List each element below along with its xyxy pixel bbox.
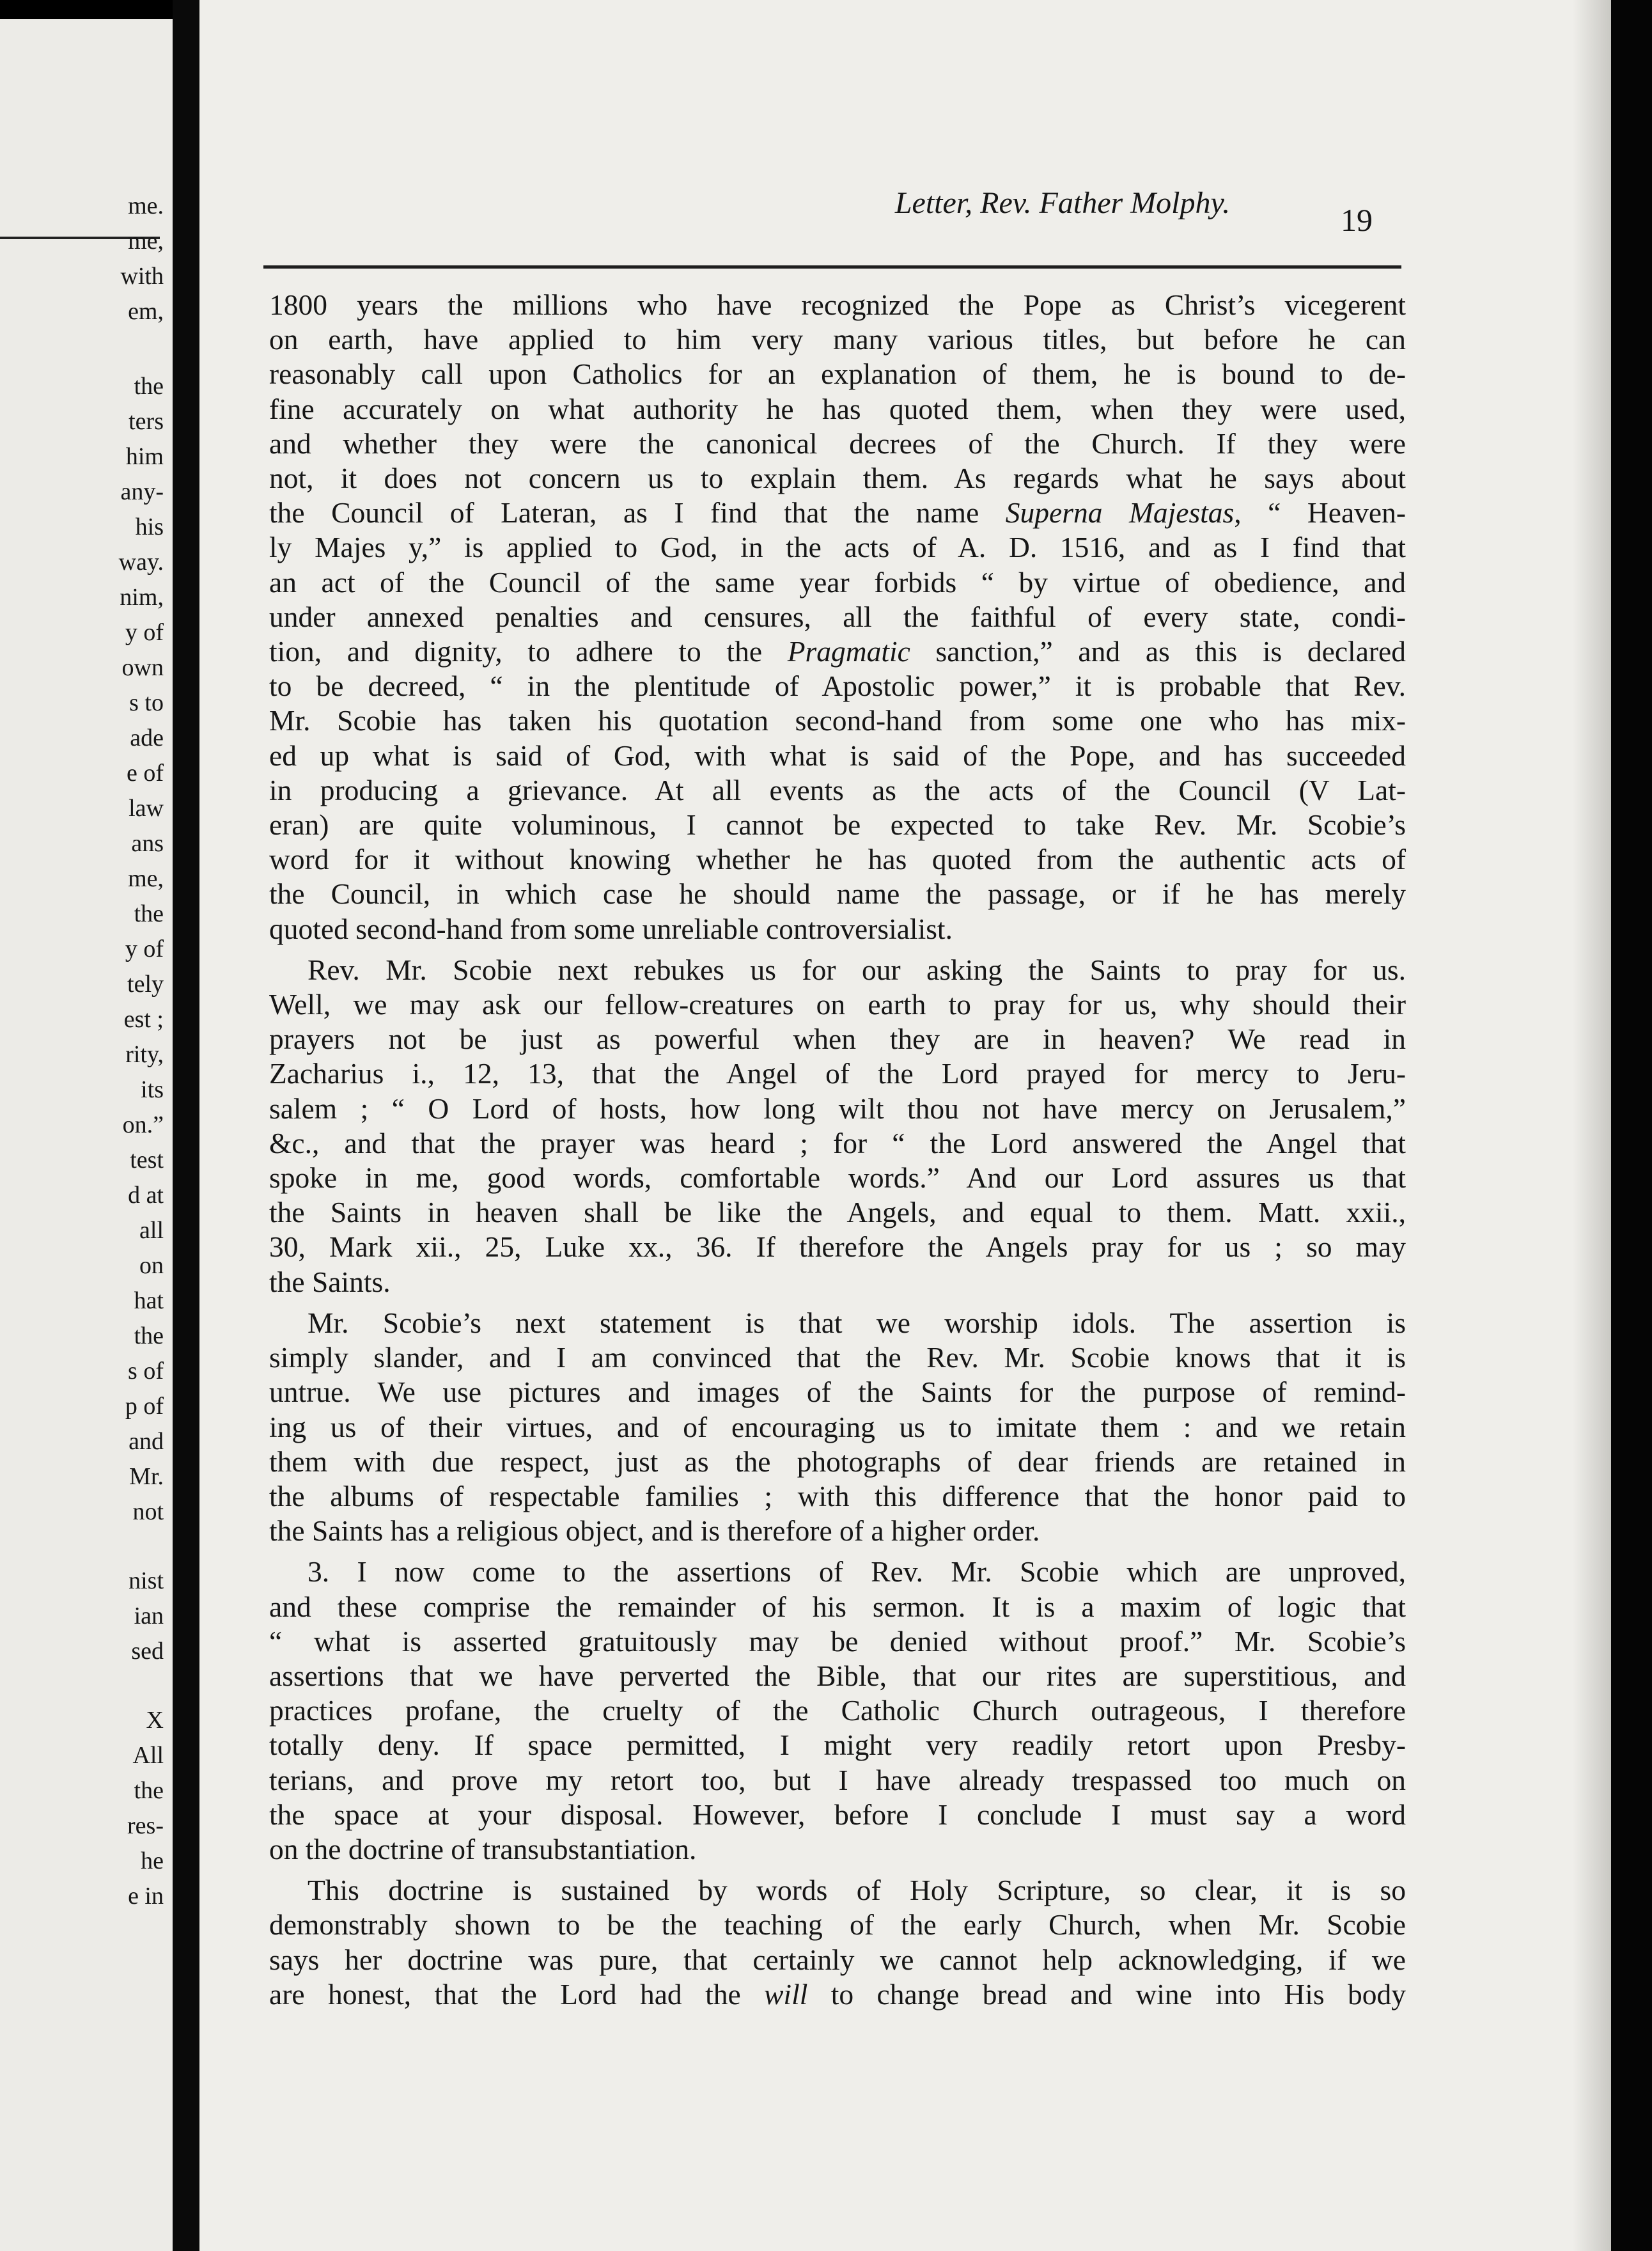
previous-page-strip (0, 19, 173, 2251)
text-line: salem ; “ O Lord of hosts, how long wilt thou not have mercy on Jerusalem,” (269, 1092, 1406, 1125)
text-line: &c., and that the prayer was heard ; for “ the Lord answered the Angel that (269, 1126, 1406, 1159)
text-line: This doctrine is sustained by words of Holy Scripture, so clear, it is so (308, 1874, 1406, 1907)
text-line: demonstrably shown to be the teaching of the early Church, when Mr. Scobie (269, 1908, 1406, 1941)
text-line: fine accurately on what authority he has quoted them, when they were used, (269, 392, 1406, 425)
text-line: and whether they were the canonical decrees of the Church. If they were (269, 427, 1406, 460)
previous-page-fragment: em, (128, 298, 164, 325)
previous-page-fragment: ans (131, 830, 164, 857)
text-line: are honest, that the Lord had the will to change bread and wine into His body (269, 1977, 1406, 2011)
previous-page-fragment: on.” (122, 1111, 164, 1138)
previous-page-fragment: his (135, 514, 164, 540)
previous-page-fragment: the (134, 1322, 164, 1349)
text-line: Zacharius i., 12, 13, that the Angel of the Lord prayed for mercy to Jeru- (269, 1057, 1406, 1090)
text-line: in producing a grievance. At all events as the acts of the Council (V Lat- (269, 773, 1406, 806)
previous-page-fragment: tely (127, 971, 164, 998)
text-line: ly Majes y,” is applied to God, in the acts of A. D. 1516, and as I find that (269, 531, 1406, 564)
text-line: Mr. Scobie’s next statement is that we worship idols. The assertion is (308, 1306, 1406, 1339)
previous-page-fragment: X (146, 1707, 164, 1734)
previous-page-fragment: p of (125, 1393, 164, 1420)
previous-page-fragment: s to (129, 689, 164, 716)
text-line: 30, Mark xii., 25, Luke xx., 36. If therefore the Angels pray for us ; so may (269, 1230, 1406, 1264)
previous-page-fragment: not (132, 1498, 164, 1525)
previous-page-fragment: own (121, 654, 164, 681)
text-line: under annexed penalties and censures, all the faithful of every state, condi- (269, 600, 1406, 633)
text-line: terians, and prove my retort too, but I have already trespassed too much on (269, 1763, 1406, 1796)
text-line: spoke in me, good words, comfortable words.” And our Lord assures us that (269, 1161, 1406, 1195)
text-line: the space at your disposal. However, before I conclude I must say a word (269, 1798, 1406, 1831)
previous-page-fragment: rity, (125, 1041, 164, 1068)
text-line: an act of the Council of the same year forbids “ by virtue of obedience, and (269, 565, 1406, 599)
previous-page-fragment: s of (128, 1358, 164, 1384)
running-head: Letter, Rev. Father Molphy. (894, 186, 1231, 220)
previous-page-fragment: Mr. (129, 1463, 164, 1490)
text-line: them with due respect, just as the photographs of dear friends are retained in (269, 1445, 1406, 1478)
previous-page-fragment: ters (129, 408, 164, 435)
text-line: word for it without knowing whether he has quoted from the authentic acts of (269, 843, 1406, 876)
previous-page-fragment: e in (128, 1883, 164, 1910)
paragraph-gap (269, 1299, 1406, 1306)
previous-page-fragment: him (125, 443, 164, 470)
previous-page-fragment: d at (128, 1182, 164, 1209)
text-line: the Saints in heaven shall be like the Angels, and equal to them. Matt. xxii., (269, 1196, 1406, 1229)
text-line: Mr. Scobie has taken his quotation second-hand from some one who has mix- (269, 704, 1406, 737)
page-number: 19 (1341, 202, 1373, 238)
text-line: the Council, in which case he should name the passage, or if he has merely (269, 877, 1406, 911)
text-line: quoted second-hand from some unreliable controversialist. (269, 912, 953, 945)
previous-page-fragment: way. (118, 549, 164, 576)
previous-page-fragment: on (139, 1252, 164, 1279)
paragraph-gap (269, 1548, 1406, 1555)
text-line: ed up what is said of God, with what is said of the Pope, and has succeeded (269, 739, 1406, 772)
text-line: the Saints. (269, 1265, 391, 1298)
previous-page-fragment: ade (130, 725, 164, 751)
previous-page-fragment: sed (131, 1638, 164, 1665)
text-line: 3. I now come to the assertions of Rev. Mr. Scobie which are unproved, (308, 1555, 1406, 1588)
text-line: simply slander, and I am convinced that the Rev. Mr. Scobie knows that it is (269, 1341, 1406, 1374)
page-edge-shadow (1573, 0, 1611, 2251)
text-line: on earth, have applied to him very many various titles, but before he can (269, 323, 1406, 356)
previous-page-fragment: test (130, 1147, 164, 1173)
previous-page-fragment: me. (128, 192, 164, 219)
text-line: practices profane, the cruelty of the Catholic Church outrageous, I therefore (269, 1694, 1406, 1727)
previous-page-fragment: e of (126, 760, 164, 787)
text-line: and these comprise the remainder of his sermon. It is a maxim of logic that (269, 1590, 1406, 1623)
previous-page-fragment: me, (128, 228, 164, 255)
previous-page-fragment: its (141, 1076, 164, 1103)
text-line: Well, we may ask our fellow-creatures on earth to pray for us, why should their (269, 988, 1406, 1021)
previous-page-fragment: he (141, 1847, 164, 1874)
previous-page-fragment: any- (120, 478, 164, 505)
current-page (199, 0, 1611, 2251)
text-line: 1800 years the millions who have recognized the Pope as Christ’s vicegerent (269, 288, 1406, 321)
previous-page-fragment: law (129, 795, 164, 822)
previous-page-fragment: all (139, 1217, 164, 1244)
previous-page-fragment: nim, (120, 584, 164, 611)
text-line: on the doctrine of transubstantiation. (269, 1832, 697, 1865)
previous-page-fragment: me, (128, 865, 164, 892)
previous-page-fragment: the (134, 373, 164, 400)
paragraph-gap (269, 1867, 1406, 1873)
previous-page-fragment: the (134, 900, 164, 927)
text-line: the Council of Lateran, as I find that the name Superna Majestas, “ Heaven- (269, 496, 1406, 529)
text-line: says her doctrine was pure, that certainly we cannot help acknowledging, if we (269, 1943, 1406, 1976)
scan-background-edge (1611, 0, 1652, 2251)
text-line: reasonably call upon Catholics for an explanation of them, he is bound to de- (269, 357, 1406, 391)
previous-page-fragment: with (120, 263, 164, 290)
previous-page-fragment: the (134, 1777, 164, 1804)
text-line: untrue. We use pictures and images of the Saints for the purpose of remind- (269, 1376, 1406, 1409)
text-line: “ what is asserted gratuitously may be denied without proof.” Mr. Scobie’s (269, 1624, 1406, 1658)
text-line: ing us of their virtues, and of encouraging us to imitate them : and we retain (269, 1410, 1406, 1443)
previous-page-fragment: y of (125, 619, 164, 646)
text-line: not, it does not concern us to explain them. As regards what he says about (269, 462, 1406, 495)
previous-page-fragment: hat (134, 1287, 164, 1314)
previous-page-fragment: est ; (123, 1006, 164, 1033)
paragraph-gap (269, 946, 1406, 953)
previous-page-fragment: and (129, 1428, 164, 1455)
previous-page-fragment: ian (134, 1603, 164, 1629)
text-line: prayers not be just as powerful when they are in heaven? We read in (269, 1023, 1406, 1056)
book-gutter (173, 0, 199, 2251)
text-line: eran) are quite voluminous, I cannot be expected to take Rev. Mr. Scobie’s (269, 808, 1406, 842)
text-line: totally deny. If space permitted, I might very readily retort upon Presby- (269, 1729, 1406, 1762)
text-line: to be decreed, “ in the plentitude of Apostolic power,” it is probable that Rev. (269, 670, 1406, 703)
header-rule (263, 265, 1401, 269)
previous-page-fragment: All (132, 1742, 164, 1769)
text-line: Rev. Mr. Scobie next rebukes us for our asking the Saints to pray for us. (308, 953, 1406, 986)
text-line: tion, and dignity, to adhere to the Pragmatic sanction,” and as this is declared (269, 635, 1406, 668)
previous-page-fragment: res- (127, 1812, 164, 1839)
text-line: assertions that we have perverted the Bible, that our rites are superstitious, and (269, 1659, 1406, 1692)
text-line: the Saints has a religious object, and is therefore of a higher order. (269, 1514, 1040, 1548)
previous-page-fragment: y of (125, 936, 164, 962)
previous-page-fragment: nist (129, 1567, 164, 1594)
page-body-text (269, 288, 1406, 2012)
text-line: the albums of respectable families ; with this difference that the honor paid to (269, 1479, 1406, 1512)
